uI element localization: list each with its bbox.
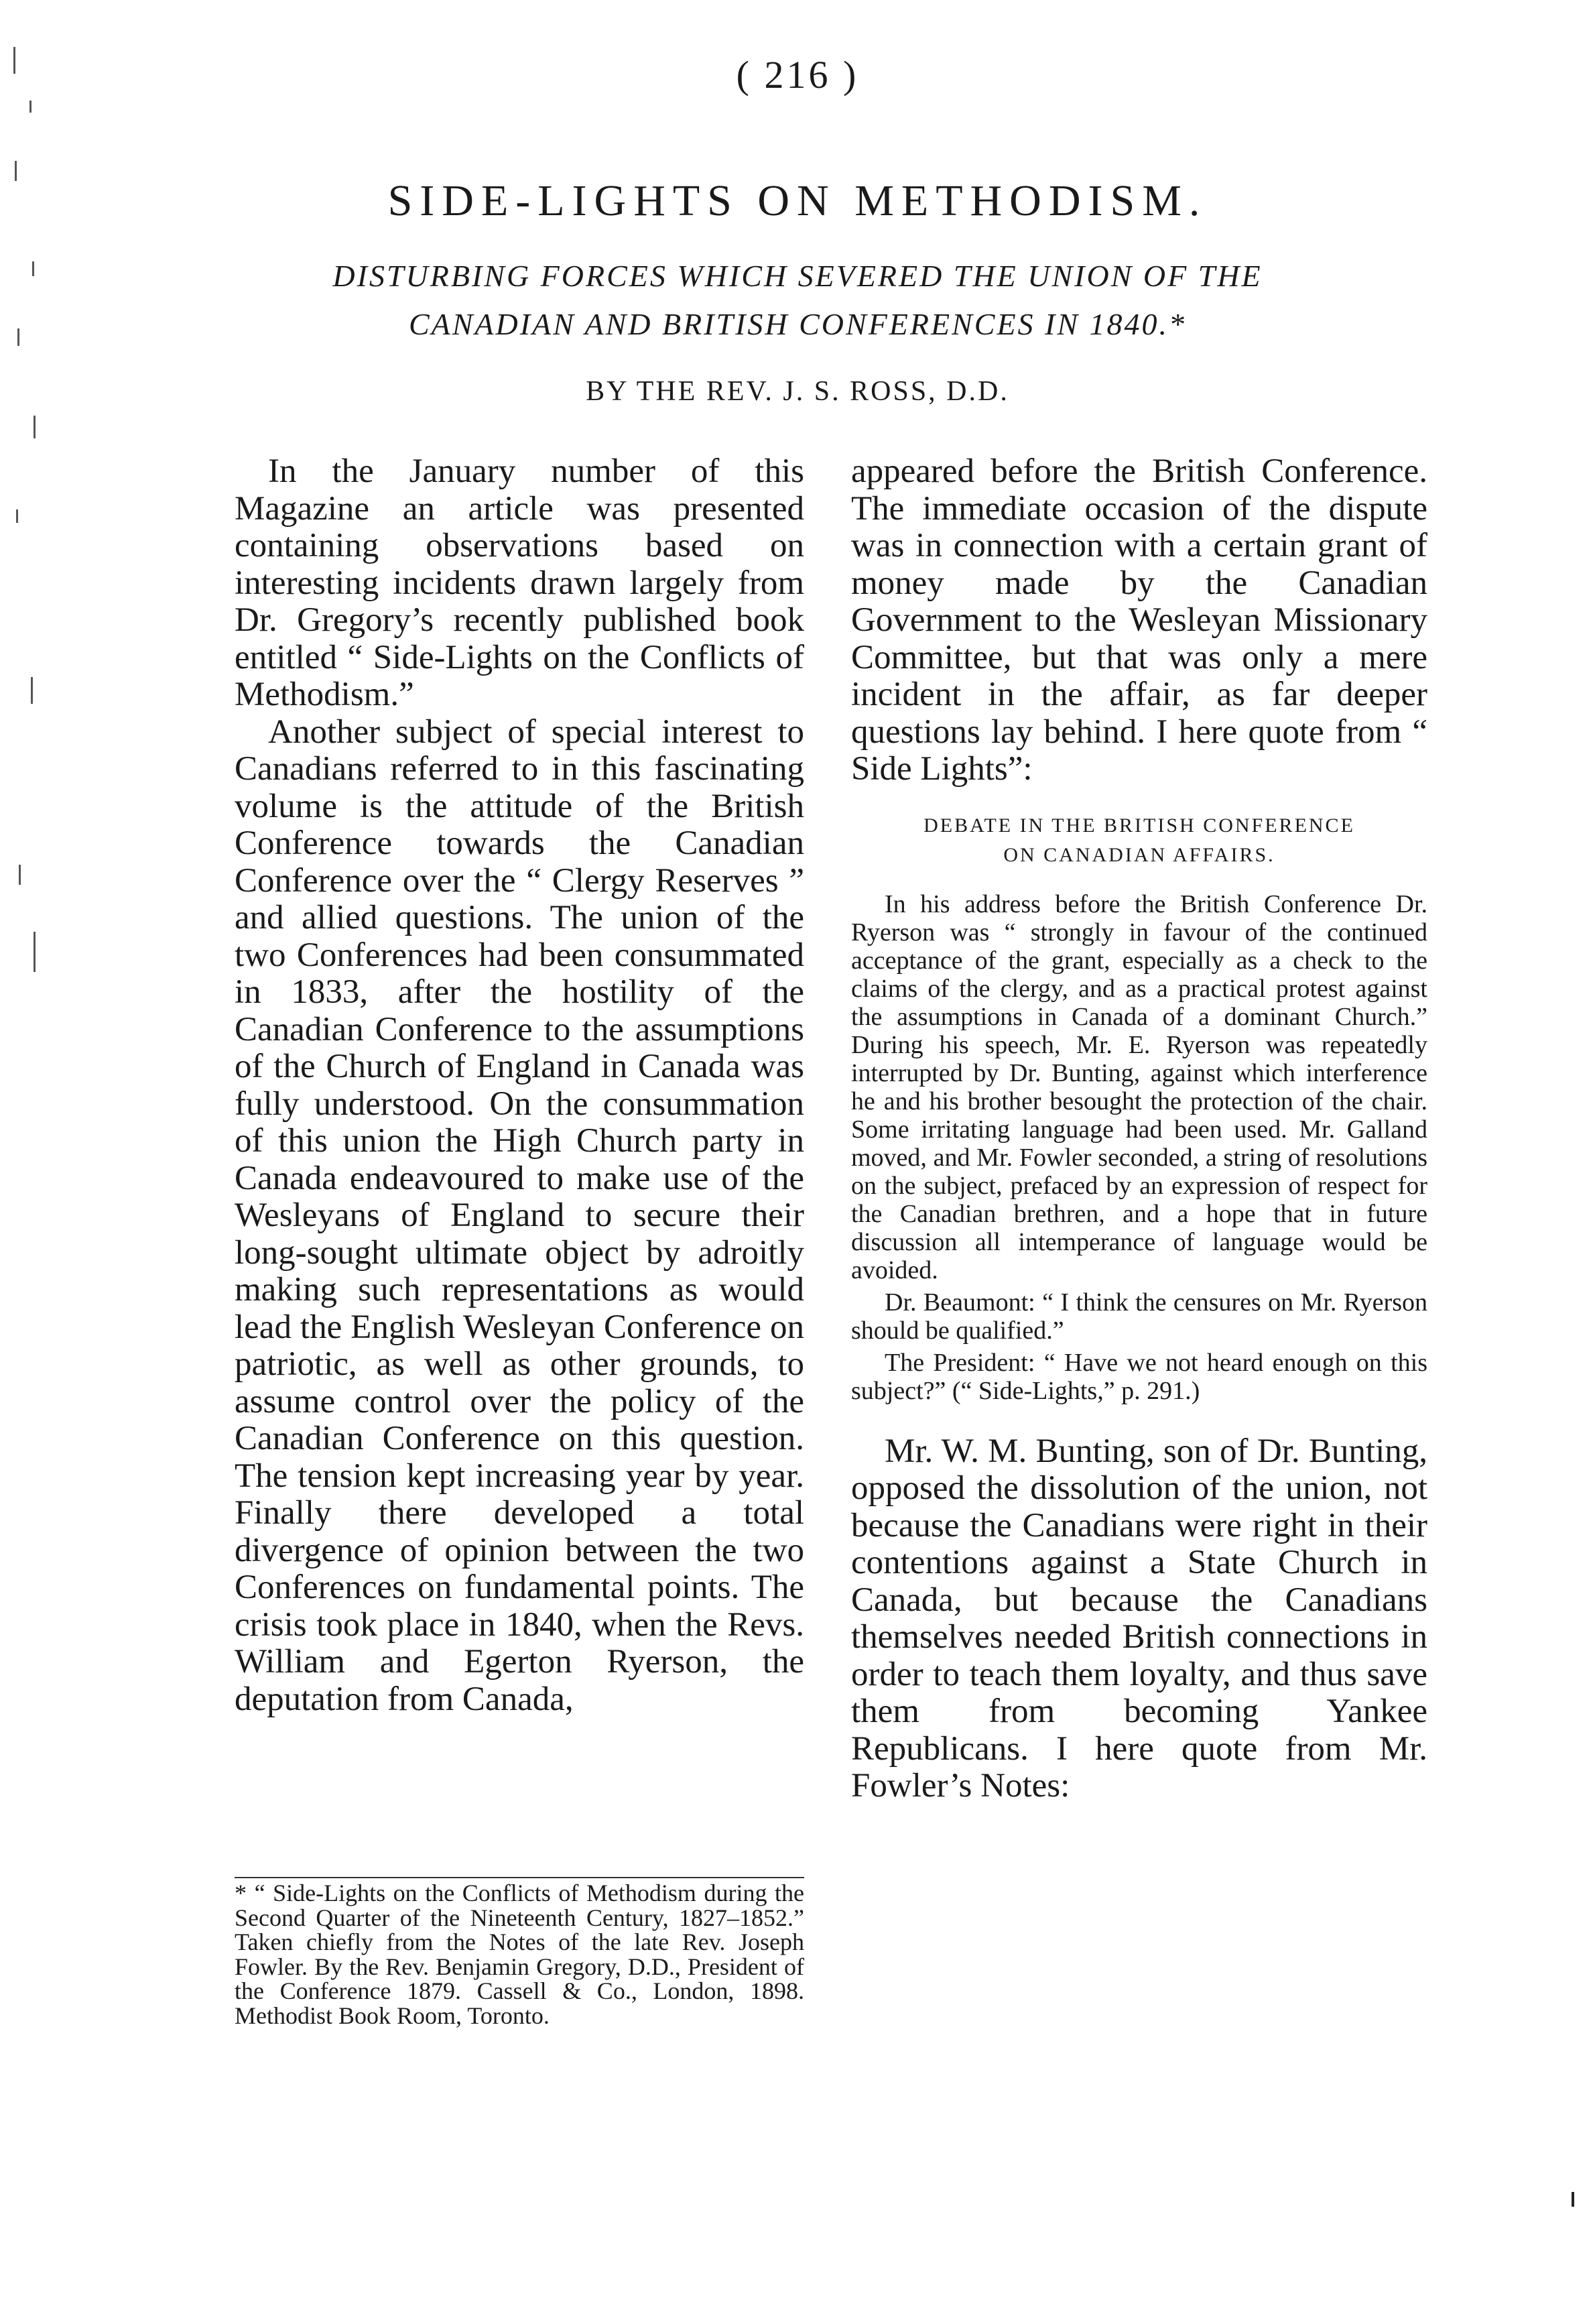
body-paragraph: Another subject of special interest to Canadians referred to in this fascinating volume is the attitude of the British Conference towards the Canadian Conference over the “ Clergy Reserves ” and allied questions. The union of the two Conferences had been consummated in 1833, after the hostility of the Canadian Conference to the assumptions of the Church of England in Canada was fully understood. On the consummation of this union the High Church party in Canada endeavoured to make use of the Wesleyans of England to secure their long-sought ultimate object by adroitly making such representations as would lead the English Wesleyan Conference on patriotic, as well as other grounds, to assume control over the policy of the Canadian Conference on this question. The tension kept increasing year by year. Finally there developed a total divergence of opinion between the two Conferences on fundamental points. The crisis took place in 1840, when the Revs. William and Egerton Ryerson, the deputation from Canada,: [235, 713, 804, 1718]
quote-paragraph: The President: “ Have we not heard enough on this subject?” (“ Side-Lights,” p. 291.): [851, 1348, 1427, 1405]
quote-paragraph: Dr. Beaumont: “ I think the censures on Mr. Ryerson should be qualified.”: [851, 1288, 1427, 1345]
scan-margin-marks: [9, 40, 50, 1046]
body-paragraph: appeared before the British Conference. The immediate occasion of the dispute was in connection with a certain grant of money made by the Canadian Government to the Wesleyan Missionary Committee, but that was only a mere incident in the affair, as far deeper questions lay behind. I here quote from “ Side Lights”:: [851, 452, 1427, 788]
stray-mark: [1572, 2192, 1574, 2207]
article-subtitle: [0, 252, 1595, 349]
body-paragraph: Mr. W. M. Bunting, son of Dr. Bunting, opposed the dissolution of the union, not because the Canadians were right in their contentions against a State Church in Canada, but because the Canadians themselves needed British connections in order to teach them loyalty, and thus save them from becoming Yankee Republicans. I here quote from Mr. Fowler’s Notes:: [851, 1432, 1427, 1805]
body-paragraph: In the January number of this Magazine an article was presented containing observations based on interesting incidents drawn largely from Dr. Gregory’s recently published book entitled “ Side-Lights on the Conflicts of Methodism.”: [235, 452, 804, 713]
subtitle-line-1: DISTURBING FORCES WHICH SEVERED THE UNION OF THE: [332, 259, 1263, 293]
left-column: [235, 453, 804, 1718]
article-title: SIDE-LIGHTS ON METHODISM.: [387, 176, 1208, 225]
extract-heading-line-1: DEBATE IN THE BRITISH CONFERENCE: [923, 814, 1355, 837]
subtitle-line-2: CANADIAN AND BRITISH CONFERENCES IN 1840.*: [408, 307, 1187, 341]
block-quote: [851, 890, 1427, 1405]
page-number: ( 216 ): [736, 53, 859, 97]
extract-heading-line-2: ON CANADIAN AFFAIRS.: [1003, 843, 1275, 866]
right-column: [851, 453, 1427, 1805]
byline: BY THE REV. J. S. ROSS, D.D.: [586, 376, 1009, 407]
extract-heading: [851, 811, 1427, 870]
footnote: * “ Side-Lights on the Conflicts of Methodism during the Second Quarter of the Nineteenth Century, 1827–1852.” Taken chiefly from the Notes of the late Rev. Joseph Fowler. By the Rev. Benjamin Gregory, D.D., President of the Conference 1879. Cassell & Co., London, 1898. Methodist Book Room, Toronto.: [235, 1877, 804, 2028]
quote-paragraph: In his address before the British Conference Dr. Ryerson was “ strongly in favour of the continued acceptance of the grant, especially as a check to the claims of the clergy, and as a practical protest against the assumptions in Canada of a dominant Church.” During his speech, Mr. E. Ryerson was repeatedly interrupted by Dr. Bunting, against which interference he and his brother besought the protection of the chair. Some irritating language had been used. Mr. Galland moved, and Mr. Fowler seconded, a string of resolutions on the subject, prefaced by an expression of respect for the Canadian brethren, and a hope that in future discussion all intemperance of language would be avoided.: [851, 890, 1427, 1284]
